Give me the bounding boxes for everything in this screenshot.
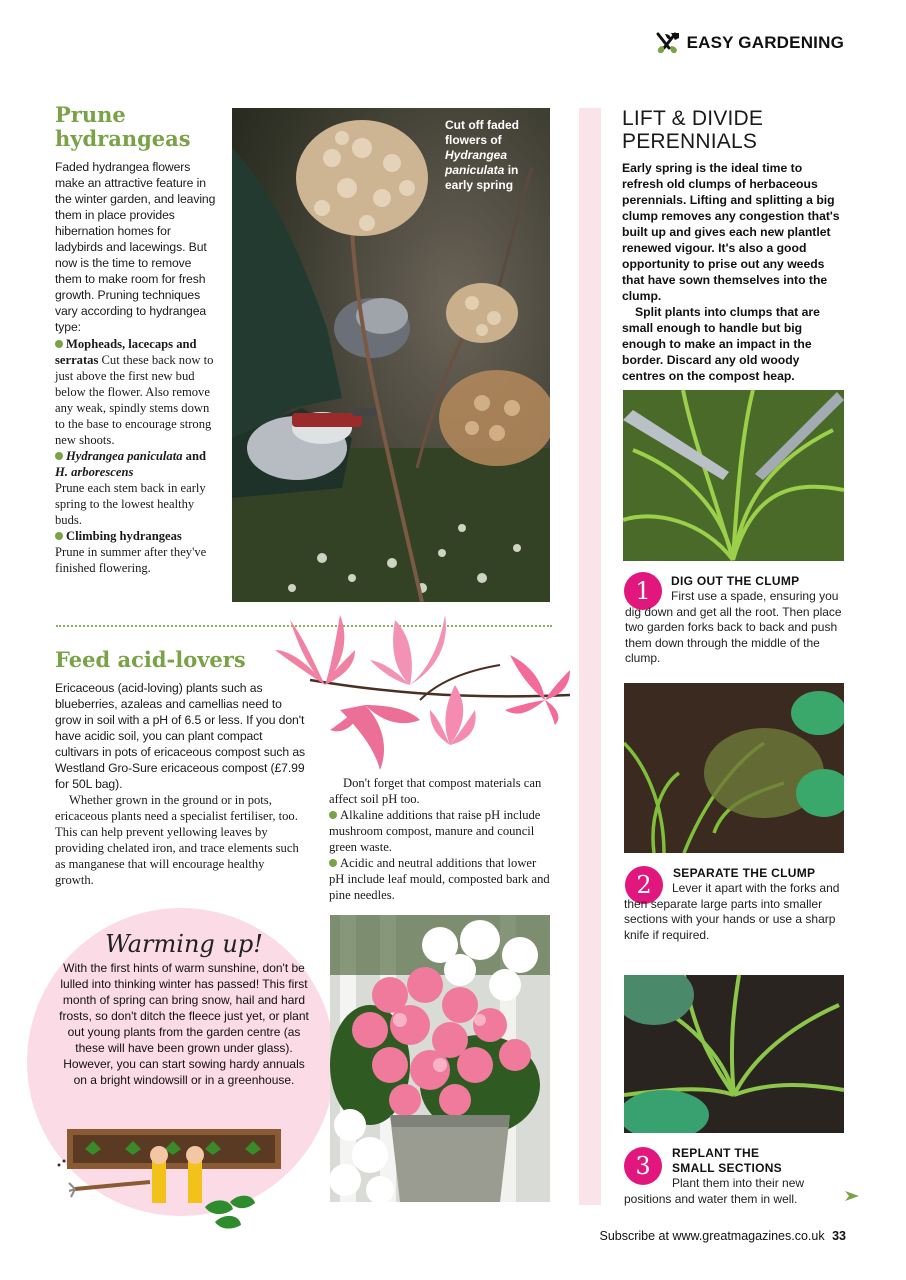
seed-tray-art — [55, 1127, 295, 1232]
step-3-photo — [624, 975, 844, 1133]
step-3-photo-art — [624, 975, 844, 1133]
photo-caption — [445, 118, 545, 193]
lift-title-line2: PERENNIALS — [622, 130, 758, 153]
warming-up-title: Warming up! — [105, 930, 263, 958]
feed-column-2 — [329, 775, 551, 903]
hydrangea-pruning-photo — [232, 108, 550, 602]
azalea-pot-photo — [330, 915, 550, 1202]
step-3-badge: 3 — [624, 1147, 662, 1185]
feed-col2-bullet-1 — [329, 807, 551, 855]
subscribe-text: Subscribe at www.greatmagazines.co.uk — [599, 1229, 825, 1243]
step-2-photo — [624, 683, 844, 853]
warming-up-text: With the first hints of warm sunshine, don't be lulled into thinking winter has passed! This first month of spring can bring snow, hail and hard frosts, so don't ditch the fleece just yet, or plant out young plants from the garden centre (as these will have been grown under glass). However, you can start sowing hardy annuals on a bright windowsill or in a greenhouse. — [59, 961, 309, 1087]
magnolia-art — [270, 610, 580, 775]
page-footer — [599, 1229, 846, 1243]
bullet-2-and: and — [185, 449, 206, 463]
feed-col2-bullet-2-text: Acidic and neutral additions that lower pH include leaf mould, composted bark and pine needles. — [329, 856, 550, 902]
caption-part-3: in early spring — [445, 163, 519, 192]
bullet-dot — [329, 859, 337, 867]
warming-up-box — [58, 930, 310, 1088]
page-number: 33 — [832, 1229, 846, 1243]
bullet-dot — [55, 340, 63, 348]
bullet-2-title-b: H. arborescens — [55, 465, 134, 479]
continue-arrow-icon — [845, 1189, 859, 1207]
prune-hydrangeas-section — [55, 103, 220, 576]
feed-para-2: Whether grown in the ground or in pots, ericaceous plants need a specialist fertiliser, too. This can help prevent yellowing leaves by providing chelated iron, and trace elements such as manganese that will encourage healthy growth. — [55, 793, 299, 887]
step-1-photo-art — [623, 390, 844, 561]
step-1-title: DIG OUT THE CLUMP — [671, 574, 800, 588]
prune-title-line1: Prune — [55, 102, 126, 127]
magnolia-illustration — [270, 610, 580, 775]
lift-title-line1: LIFT & DIVIDE — [622, 107, 764, 130]
feed-intro: Ericaceous (acid-loving) plants such as blueberries, azaleas and camellias need to grow in soil with a pH of 6.5 or less. If you don't have acidic soil, you can plant compact cultivars in pots of ericaceous compost such as Westland Gro-Sure ericaceous compost (£7.99 for 50L bag). — [55, 681, 306, 791]
caption-part-1: Cut off faded flowers of — [445, 118, 519, 147]
step-3-title — [672, 1146, 782, 1176]
bullet-3-text: Prune in summer after they've finished flowering. — [55, 545, 207, 575]
section-title: EASY GARDENING — [686, 33, 844, 52]
step-2-title: SEPARATE THE CLUMP — [673, 866, 816, 880]
feed-col2-para: Don't forget that compost materials can affect soil pH too. — [329, 776, 542, 806]
step-2-text: Lever it apart with the forks and then separate large parts into smaller sections with your hands or use a sharp knife if required. — [624, 881, 840, 942]
feed-col2-bullet-2 — [329, 855, 551, 903]
step-2-badge: 2 — [625, 866, 663, 904]
prune-bullet-1 — [55, 336, 220, 448]
step-2-photo-art — [624, 683, 844, 853]
bullet-1-title: Mopheads, lacecaps and serratas — [55, 337, 197, 367]
lift-title — [622, 107, 844, 153]
bullet-3-title: Climbing hydrangeas — [66, 529, 182, 543]
prune-bullet-2 — [55, 448, 220, 528]
bullet-dot — [55, 452, 63, 460]
feed-acid-lovers-section — [55, 648, 305, 888]
step-3-title-line1: REPLANT THE — [672, 1146, 760, 1160]
lift-divide-section — [622, 107, 844, 384]
prune-bullet-3 — [55, 528, 220, 576]
bullet-1-text: Cut these back now to just above the first new bud below the flower. Also remove any weak, spindly stems down to the base to encourage strong new shoots. — [55, 353, 214, 447]
bullet-2-title-a: Hydrangea paniculata — [66, 449, 183, 463]
step-3-text: Plant them into their new positions and water them in well. — [624, 1176, 805, 1206]
step-3-title-line2: SMALL SECTIONS — [672, 1161, 782, 1175]
lift-para-2: Split plants into clumps that are small enough to handle but big enough to make an impact in the border. Discard any old woody centres on the compost heap. — [622, 305, 820, 383]
azalea-photo-art — [330, 915, 550, 1202]
garden-tools-icon — [655, 32, 681, 54]
seed-tray-illustration — [55, 1127, 295, 1232]
feed-title: Feed acid-lovers — [55, 647, 246, 672]
prune-title-line2: hydrangeas — [55, 126, 191, 151]
bullet-dot — [55, 532, 63, 540]
prune-title — [55, 103, 220, 151]
column-divider — [579, 108, 601, 1205]
step-1-photo — [623, 390, 844, 561]
bullet-2-text: Prune each stem back in early spring to the lowest healthy buds. — [55, 481, 206, 527]
bullet-dot — [329, 811, 337, 819]
feed-col2-bullet-1-text: Alkaline additions that raise pH include mushroom compost, manure and council green waste. — [329, 808, 541, 854]
caption-part-2: Hydrangea paniculata — [445, 148, 508, 177]
lift-intro: Early spring is the ideal time to refresh old clumps of herbaceous perennials. Lifting and splitting a big clump removes any congestion that's built up and gives each new plantlet renewed vigour. It's also a good opportunity to prise out any weeds that have sown themselves into the clump. — [622, 161, 840, 303]
step-1-text: First use a spade, ensuring you dig down and get all the root. Then place two garden forks back to back and push them down through the middle of the clump. — [625, 589, 842, 665]
prune-intro: Faded hydrangea flowers make an attractive feature in the winter garden, and leaving them in place provides hibernation homes for ladybirds and lacewings. But now is the time to remove them to make room for fresh growth. Pruning techniques vary according to hydrangea type: — [55, 160, 216, 334]
step-1-badge: 1 — [624, 572, 662, 610]
section-label — [655, 32, 844, 54]
